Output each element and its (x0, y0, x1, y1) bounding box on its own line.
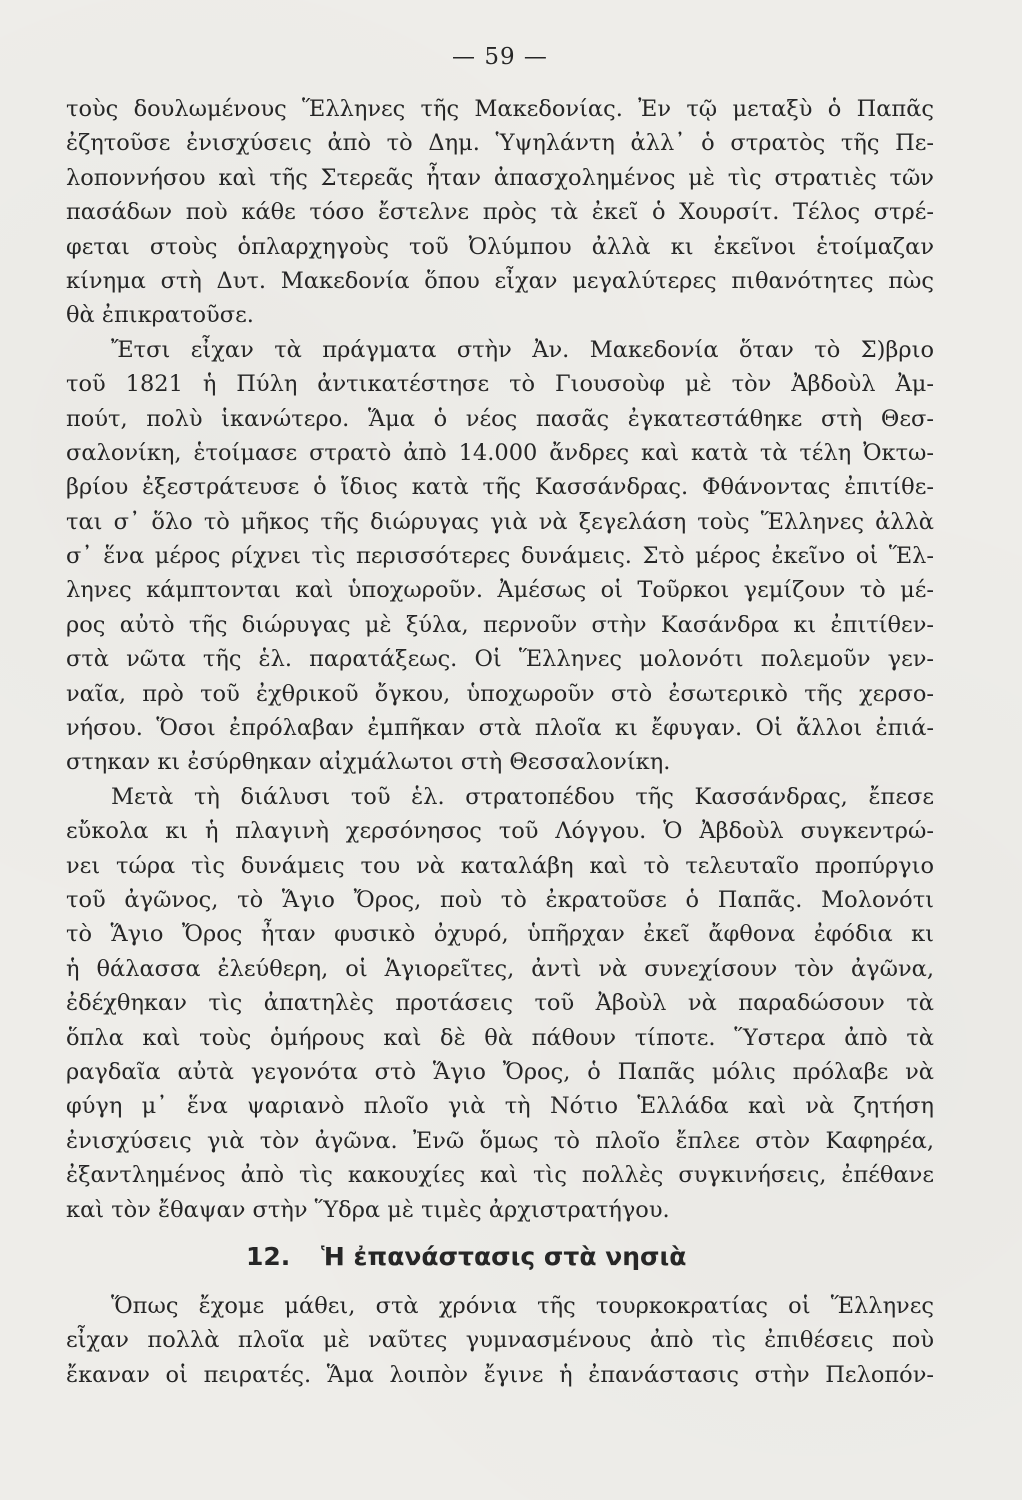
paragraph-mount-athos (66, 780, 934, 1227)
text-line: τοῦ 1821 ἡ Πύλη ἀντικατέστησε τὸ Γιουσοὺφ μὲ τὸν Ἀβδοὺλ Ἀμ- (66, 371, 934, 398)
text-line: ληνες κάμπτονται καὶ ὑποχωροῦν. Ἀμέσως οἱ Τοῦρκοι γεμίζουν τὸ μέ- (66, 577, 934, 604)
text-line: Μετὰ τὴ διάλυσι τοῦ ἑλ. στρατοπέδου τῆς Κασσάνδρας, ἔπεσε (111, 783, 934, 810)
text-line: θὰ ἐπικρατοῦσε. (66, 302, 254, 329)
text-line: κίνημα στὴ Δυτ. Μακεδονία ὅπου εἶχαν μεγαλύτερες πιθανότητες πὼς (66, 267, 934, 294)
text-line: ἐζητοῦσε ἐνισχύσεις ἀπὸ τὸ Δημ. Ὑψηλάντη ἀλλ᾿ ὁ στρατὸς τῆς Πε- (66, 130, 934, 157)
text-line: ται σ᾿ ὅλο τὸ μῆκος τῆς διώρυγας γιὰ νὰ ξεγελάση τοὺς Ἕλληνες ἀλλὰ (66, 508, 934, 535)
text-line: ἐνισχύσεις γιὰ τὸν ἀγῶνα. Ἐνῶ ὅμως τὸ πλοῖο ἔπλεε στὸν Καφηρέα, (66, 1127, 934, 1154)
text-line: βρίου ἐξεστράτευσε ὁ ἴδιος κατὰ τῆς Κασσάνδρας. Φθάνοντας ἐπιτίθε- (66, 474, 934, 501)
text-line: τοῦ ἀγῶνος, τὸ Ἅγιο Ὄρος, ποὺ τὸ ἐκρατοῦσε ὁ Παπᾶς. Μολονότι (66, 886, 934, 913)
text-line: στηκαν κι ἐσύρθηκαν αἰχμάλωτοι στὴ Θεσσαλονίκη. (66, 749, 671, 776)
text-line: σαλονίκη, ἑτοίμασε στρατὸ ἀπὸ 14.000 ἄνδρες καὶ κατὰ τὰ τέλη Ὀκτω- (66, 439, 934, 466)
text-line: ὅπλα καὶ τοὺς ὁμήρους καὶ δὲ θὰ πάθουν τίποτε. Ὕστερα ἀπὸ τὰ (66, 1024, 934, 1051)
paragraph-kassandra-campaign (66, 333, 934, 780)
text-line: πούτ, πολὺ ἱκανώτερο. Ἅμα ὁ νέος πασᾶς ἐγκατεστάθηκε στὴ Θεσ- (66, 405, 934, 432)
text-line: λοποννήσου καὶ τῆς Στερεᾶς ἦταν ἀπασχολημένος μὲ τὶς στρατιὲς τῶν (66, 164, 934, 191)
text-line: φεται στοὺς ὁπλαρχηγοὺς τοῦ Ὀλύμπου ἀλλὰ κι ἐκεῖνοι ἑτοίμαζαν (66, 233, 934, 260)
text-line: πασάδων ποὺ κάθε τόσο ἔστελνε πρὸς τὰ ἐκεῖ ὁ Χουρσίτ. Τέλος στρέ- (66, 199, 934, 226)
text-line: ναῖα, πρὸ τοῦ ἐχθρικοῦ ὄγκου, ὑποχωροῦν στὸ ἐσωτερικὸ τῆς χερσο- (66, 680, 934, 707)
text-line: τοὺς δουλωμένους Ἕλληνες τῆς Μακεδονίας. Ἐν τῷ μεταξὺ ὁ Παπᾶς (66, 96, 934, 122)
section-number: 12. (246, 1241, 291, 1271)
text-line: φύγη μ᾿ ἕνα ψαριανὸ πλοῖο γιὰ τὴ Νότιο Ἑλλάδα καὶ νὰ ζητήση (66, 1093, 934, 1120)
text-line: Ὅπως ἔχομε μάθει, στὰ χρόνια τῆς τουρκοκρατίας οἱ Ἕλληνες (111, 1292, 934, 1319)
text-line: ραγδαῖα αὐτὰ γεγονότα στὸ Ἅγιο Ὄρος, ὁ Παπᾶς μόλις πρόλαβε νὰ (66, 1058, 934, 1085)
text-line: νήσου. Ὅσοι ἐπρόλαβαν ἐμπῆκαν στὰ πλοῖα κι ἔφυγαν. Οἱ ἄλλοι ἐπιά- (66, 715, 934, 742)
text-line: στὰ νῶτα τῆς ἑλ. παρατάξεως. Οἱ Ἕλληνες μολονότι πολεμοῦν γεν- (66, 646, 934, 673)
text-line: ἐξαντλημένος ἀπὸ τὶς κακουχίες καὶ τὶς πολλὲς συγκινήσεις, ἐπέθανε (66, 1162, 934, 1189)
text-line: Ἔτσι εἶχαν τὰ πράγματα στὴν Ἀν. Μακεδονία ὅταν τὸ Σ)βριο (111, 336, 934, 363)
text-line: τὸ Ἅγιο Ὄρος ἦταν φυσικὸ ὀχυρό, ὑπῆρχαν ἐκεῖ ἄφθονα ἐφόδια κι (66, 921, 934, 948)
paragraph-islands-revolution (66, 1289, 934, 1392)
text-line: καὶ τὸν ἔθαψαν στὴν Ὕδρα μὲ τιμὲς ἀρχιστρατήγου. (66, 1196, 670, 1223)
text-line: εὔκολα κι ἡ πλαγινὴ χερσόνησος τοῦ Λόγγου. Ὁ Ἀβδοὺλ συγκεντρώ- (66, 818, 934, 845)
page-number: — 59 — (452, 44, 548, 70)
text-line: εἶχαν πολλὰ πλοῖα μὲ ναῦτες γυμνασμένους ἀπὸ τὶς ἐπιθέσεις ποὺ (66, 1327, 934, 1354)
section-heading (66, 1240, 934, 1274)
section-title: Ἡ ἐπανάστασις στὰ νησιὰ (321, 1241, 687, 1271)
paragraph-macedonia-ypsilantis (66, 92, 934, 333)
text-line: σ᾿ ἕνα μέρος ρίχνει τὶς περισσότερες δυνάμεις. Στὸ μέρος ἐκεῖνο οἱ Ἕλ- (66, 543, 934, 570)
text-line: νει τώρα τὶς δυνάμεις του νὰ καταλάβη καὶ τὸ τελευταῖο προπύργιο (66, 852, 934, 879)
text-line: ἡ θάλασσα ἐλεύθερη, οἱ Ἁγιορεῖτες, ἀντὶ νὰ συνεχίσουν τὸν ἀγῶνα, (66, 955, 934, 982)
text-line: ρος αὐτὸ τῆς διώρυγας μὲ ξύλα, περνοῦν στὴν Κασάνδρα κι ἐπιτίθεν- (66, 611, 934, 638)
text-line: ἐδέχθηκαν τὶς ἀπατηλὲς προτάσεις τοῦ Ἀβοὺλ νὰ παραδώσουν τὰ (66, 990, 934, 1017)
text-line: ἔκαναν οἱ πειρατές. Ἅμα λοιπὸν ἔγινε ἡ ἐπανάστασις στὴν Πελοπόν- (66, 1361, 934, 1388)
